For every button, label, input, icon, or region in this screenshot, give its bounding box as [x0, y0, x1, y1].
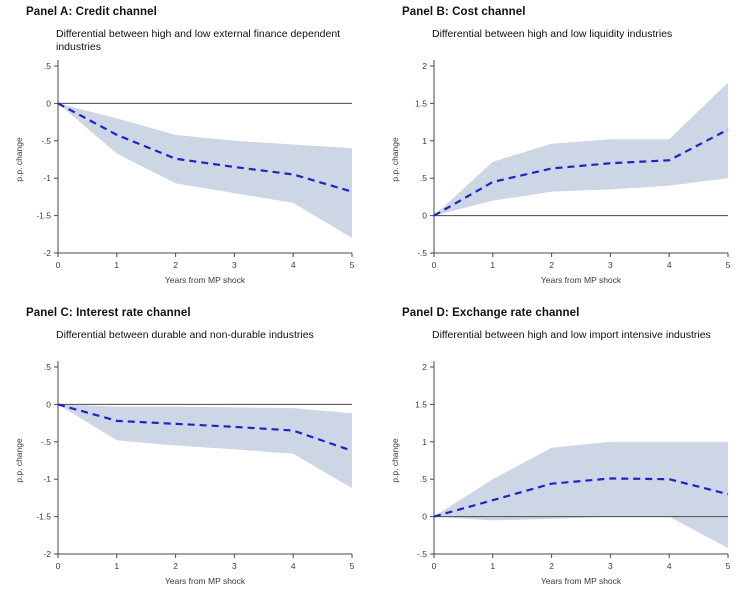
y-tick-label: -.5	[417, 549, 427, 559]
y-tick-label: -.5	[417, 248, 427, 258]
x-tick-label: 1	[490, 561, 496, 571]
y-tick-label: -1.5	[36, 210, 51, 221]
y-tick-label: -1	[43, 173, 51, 184]
confidence-band	[58, 404, 352, 488]
y-tick-label: 1.5	[415, 98, 427, 109]
panel-d	[376, 301, 752, 602]
panel-a-title: Panel A: Credit channel	[26, 6, 157, 18]
x-tick-label: 3	[232, 561, 237, 571]
panel-a-plot	[0, 0, 376, 301]
panel-d-svg	[376, 301, 752, 602]
x-tick-label: 3	[608, 260, 613, 270]
panel-c-subtitle: Differential between durable and non-durable industries	[56, 329, 314, 341]
x-tick-label: 3	[608, 561, 613, 571]
panel-d-subtitle: Differential between high and low import intensive industries	[432, 329, 711, 341]
panel-c-plot	[0, 301, 376, 602]
y-tick-label: 2	[422, 61, 427, 71]
panel-a-subtitle: Differential between high and low external finance dependent industries	[56, 28, 341, 53]
x-tick-label: 0	[431, 561, 437, 571]
y-tick-label: 0	[422, 511, 427, 522]
y-tick-label: .5	[43, 61, 51, 71]
x-tick-label: 2	[173, 561, 178, 571]
y-tick-label: -.5	[41, 135, 51, 146]
x-tick-label: 2	[549, 260, 554, 270]
y-tick-label: 2	[422, 362, 427, 372]
x-tick-label: 0	[431, 260, 437, 270]
panel-b-subtitle: Differential between high and low liquidity industries	[432, 28, 673, 40]
x-tick-label: 4	[290, 260, 296, 270]
panel-b-title: Panel B: Cost channel	[402, 6, 526, 18]
x-tick-label: 2	[549, 561, 554, 571]
x-tick-label: 5	[349, 260, 355, 270]
panel-d-title: Panel D: Exchange rate channel	[402, 307, 580, 319]
y-axis-title: p.p. change	[14, 438, 24, 483]
x-tick-label: 5	[725, 260, 731, 270]
y-tick-label: -.5	[41, 436, 51, 447]
x-tick-label: 4	[666, 260, 672, 270]
x-tick-label: 0	[55, 561, 61, 571]
x-tick-label: 4	[290, 561, 296, 571]
x-tick-label: 5	[349, 561, 355, 571]
x-tick-label: 3	[232, 260, 237, 270]
y-axis-title: p.p. change	[14, 137, 24, 182]
y-tick-label: -1.5	[36, 511, 51, 522]
x-tick-label: 1	[114, 561, 120, 571]
panel-b-svg	[376, 0, 752, 301]
panel-b	[376, 0, 752, 301]
panel-c-svg	[0, 301, 376, 602]
y-axis-title: p.p. change	[390, 438, 400, 483]
y-tick-label: .5	[419, 173, 427, 184]
confidence-band	[434, 442, 728, 548]
y-tick-label: -2	[43, 248, 51, 258]
y-tick-label: .5	[43, 362, 51, 372]
y-tick-label: 0	[46, 98, 51, 109]
y-axis-title: p.p. change	[390, 137, 400, 182]
x-tick-label: 1	[490, 260, 496, 270]
x-tick-label: 5	[725, 561, 731, 571]
confidence-band	[58, 103, 352, 238]
x-tick-label: 1	[114, 260, 120, 270]
confidence-band	[434, 82, 728, 215]
y-tick-label: 0	[46, 399, 51, 410]
x-axis-title: Years from MP shock	[164, 275, 246, 285]
y-tick-label: 1	[422, 436, 427, 447]
y-tick-label: -1	[43, 474, 51, 485]
panel-c-title: Panel C: Interest rate channel	[26, 307, 191, 319]
y-tick-label: 1	[422, 135, 427, 146]
panel-b-plot	[376, 0, 752, 301]
panel-c	[0, 301, 376, 602]
x-tick-label: 0	[55, 260, 61, 270]
panel-a-svg	[0, 0, 376, 301]
x-axis-title: Years from MP shock	[164, 576, 246, 586]
y-tick-label: .5	[419, 474, 427, 485]
panel-d-plot	[376, 301, 752, 602]
y-tick-label: -2	[43, 549, 51, 559]
y-tick-label: 1.5	[415, 399, 427, 410]
x-tick-label: 4	[666, 561, 672, 571]
x-tick-label: 2	[173, 260, 178, 270]
x-axis-title: Years from MP shock	[540, 576, 622, 586]
x-axis-title: Years from MP shock	[540, 275, 622, 285]
panel-a	[0, 0, 376, 301]
y-tick-label: 0	[422, 210, 427, 221]
